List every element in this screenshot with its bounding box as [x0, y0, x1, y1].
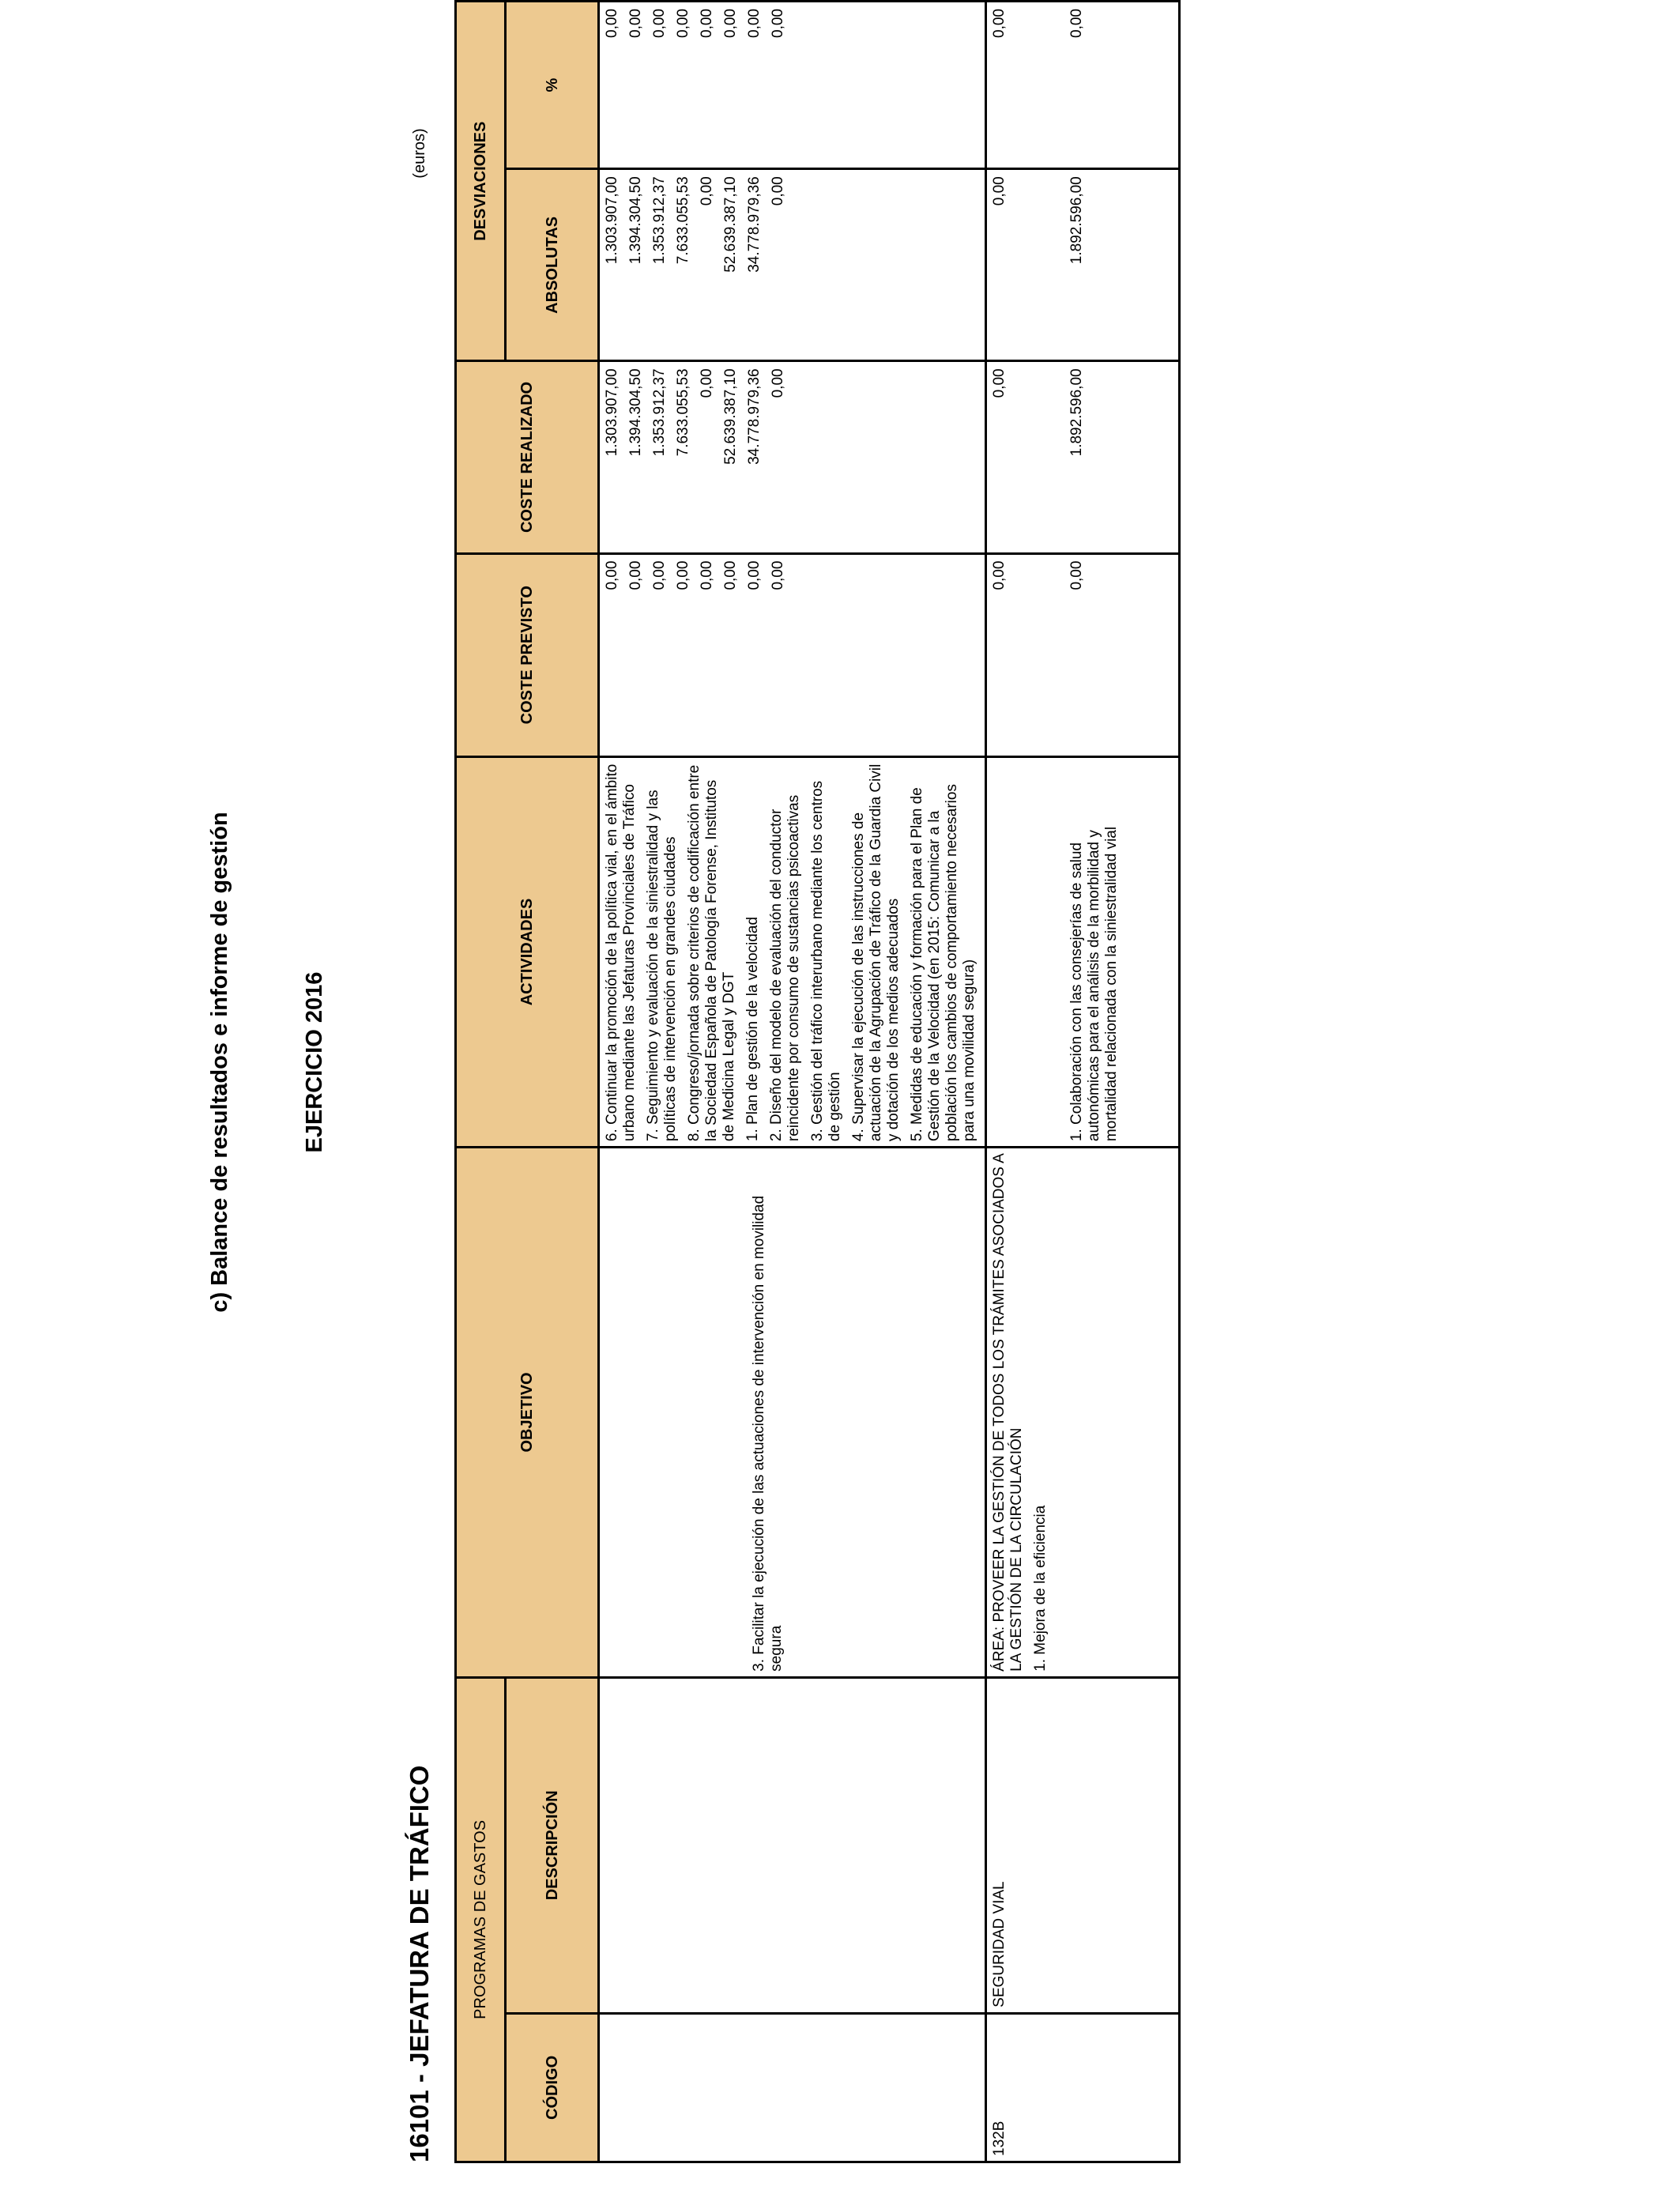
descripcion-cell: SEGURIDAD VIAL [986, 1677, 1180, 2013]
coste-previsto-value: 0,00 [722, 560, 739, 590]
absolutas-cell [986, 169, 1180, 361]
coste-realizado-header: COSTE REALIZADO [456, 361, 599, 553]
coste-realizado-value: 0,00 [699, 368, 715, 398]
coste-previsto-value: 0,00 [627, 560, 644, 590]
absolutas-value: 1.892.596,00 [1068, 176, 1085, 265]
objetivo-text: ÁREA: PROVEER LA GESTIÓN DE TODOS LOS TRÁMITES ASOCIADOS A LA GESTIÓN DE LA CIRCULACIÓN [991, 1154, 1025, 1672]
fiscal-year: EJERCICIO 2016 [302, 971, 327, 1153]
absolutas-value: 1.394.304,50 [627, 176, 644, 265]
actividades-cell [986, 756, 1180, 1147]
coste-realizado-value: 0,00 [770, 368, 786, 398]
actividades-header: ACTIVIDADES [456, 756, 599, 1147]
porcentaje-value: 0,00 [627, 9, 644, 38]
coste-realizado-value: 1.394.304,50 [627, 368, 644, 457]
absolutas-value: 7.633.055,53 [675, 176, 691, 265]
coste-realizado-cell [599, 361, 986, 553]
coste-previsto-value: 0,00 [604, 560, 620, 590]
porcentaje-cell [986, 2, 1180, 169]
coste-realizado-value: 52.639.387,10 [722, 368, 739, 465]
absolutas-cell [599, 169, 986, 361]
desviaciones-header: DESVIACIONES [456, 2, 506, 361]
absolutas-value: 0,00 [991, 176, 1008, 206]
coste-previsto-value: 0,00 [699, 560, 715, 590]
descripcion-header: DESCRIPCIÓN [506, 1677, 599, 2013]
unit-note: (euros) [411, 128, 428, 179]
actividad-text: 7. Seguimiento y evaluación de la siniestralidad y las políticas de intervención en grandes ciudades [645, 790, 679, 1142]
coste-realizado-cell [986, 361, 1180, 553]
porcentaje-value: 0,00 [746, 9, 763, 38]
coste-realizado-value: 1.303.907,00 [604, 368, 620, 457]
actividad-text: 1. Plan de gestión de la velocidad [744, 916, 761, 1142]
absolutas-value: 1.353.912,37 [651, 176, 668, 265]
actividad-text [991, 763, 1062, 1141]
objetivo-text: 1. Mejora de la eficiencia [1032, 1505, 1049, 1672]
actividad-text: 3. Gestión del tráfico interurbano mediante los centros de gestión [809, 780, 843, 1142]
coste-previsto-cell [599, 553, 986, 756]
coste-realizado-value: 7.633.055,53 [675, 368, 691, 457]
coste-previsto-value: 0,00 [991, 560, 1008, 590]
coste-previsto-value: 0,00 [1068, 560, 1085, 590]
porcentaje-value: 0,00 [770, 9, 786, 38]
porcentaje-header: % [506, 2, 599, 169]
porcentaje-value: 0,00 [722, 9, 739, 38]
coste-previsto-cell [986, 553, 1180, 756]
coste-previsto-value: 0,00 [770, 560, 786, 590]
actividad-text: 4. Supervisar la ejecución de las instrucciones de actuación de la Agrupación de Tráfico de la Guardia Civil y dotación de los medios adecuados [850, 763, 902, 1142]
objetivo-cell [986, 1148, 1180, 1678]
absolutas-value: 0,00 [770, 176, 786, 206]
objetivo-cell [599, 1148, 986, 1678]
section-title: 16101 - JEFATURA DE TRÁFICO [405, 1765, 434, 2162]
porcentaje-cell [599, 2, 986, 169]
objetivo-header: OBJETIVO [456, 1148, 599, 1678]
programas-header: PROGRAMAS DE GASTOS [456, 1677, 506, 2162]
actividad-text: 2. Diseño del modelo de evaluación del conductor reincidente por consumo de sustancias psicoactivas [768, 794, 802, 1142]
table-row [986, 2, 1180, 2162]
actividad-text: 5. Medidas de educación y formación para el Plan de Gestión de la Velocidad (en 2015: Comunicar a la población los cambios de comportamiento necesarios para una movilidad segura) [909, 784, 977, 1142]
coste-realizado-value: 0,00 [991, 368, 1008, 398]
report-title: c) Balance de resultados e informe de gestión [207, 812, 232, 1313]
coste-realizado-value: 34.778.979,36 [746, 368, 763, 465]
porcentaje-value: 0,00 [651, 9, 668, 38]
actividades-cell [599, 756, 986, 1147]
codigo-cell: 132B [986, 2013, 1180, 2162]
porcentaje-value: 0,00 [675, 9, 691, 38]
codigo-cell [599, 2013, 986, 2162]
coste-previsto-value: 0,00 [675, 560, 691, 590]
results-table [454, 0, 1181, 2163]
descripcion-cell [599, 1677, 986, 2013]
absolutas-value: 0,00 [699, 176, 715, 206]
coste-previsto-header: COSTE PREVISTO [456, 553, 599, 756]
objetivo-text: 3. Facilitar la ejecución de las actuaciones de intervención en movilidad segura [751, 1195, 785, 1672]
coste-realizado-value: 1.892.596,00 [1068, 368, 1085, 457]
objetivo-text [604, 1153, 744, 1672]
absolutas-header: ABSOLUTAS [506, 169, 599, 361]
actividad-text: 8. Congreso/jornada sobre criterios de codificación entre la Sociedad Española de Patología Forense, Institutos de Medicina Legal y DGT [686, 764, 737, 1142]
coste-previsto-value: 0,00 [746, 560, 763, 590]
actividad-text: 1. Colaboración con las consejerías de salud autonómicas para el análisis de la morbilidad y mortalidad relacionada con la siniestralidad vial [1068, 826, 1120, 1142]
porcentaje-value: 0,00 [991, 9, 1008, 38]
actividad-text: 6. Continuar la promoción de la política vial, en el ámbito urbano mediante las Jefaturas Provinciales de Tráfico [604, 763, 638, 1142]
absolutas-value: 34.778.979,36 [746, 176, 763, 273]
porcentaje-value: 0,00 [699, 9, 715, 38]
porcentaje-value: 0,00 [1068, 9, 1085, 38]
table-row [599, 2, 986, 2162]
absolutas-value: 1.303.907,00 [604, 176, 620, 265]
coste-previsto-value: 0,00 [651, 560, 668, 590]
absolutas-value: 52.639.387,10 [722, 176, 739, 273]
codigo-header: CÓDIGO [506, 2013, 599, 2162]
porcentaje-value: 0,00 [604, 9, 620, 38]
coste-realizado-value: 1.353.912,37 [651, 368, 668, 457]
